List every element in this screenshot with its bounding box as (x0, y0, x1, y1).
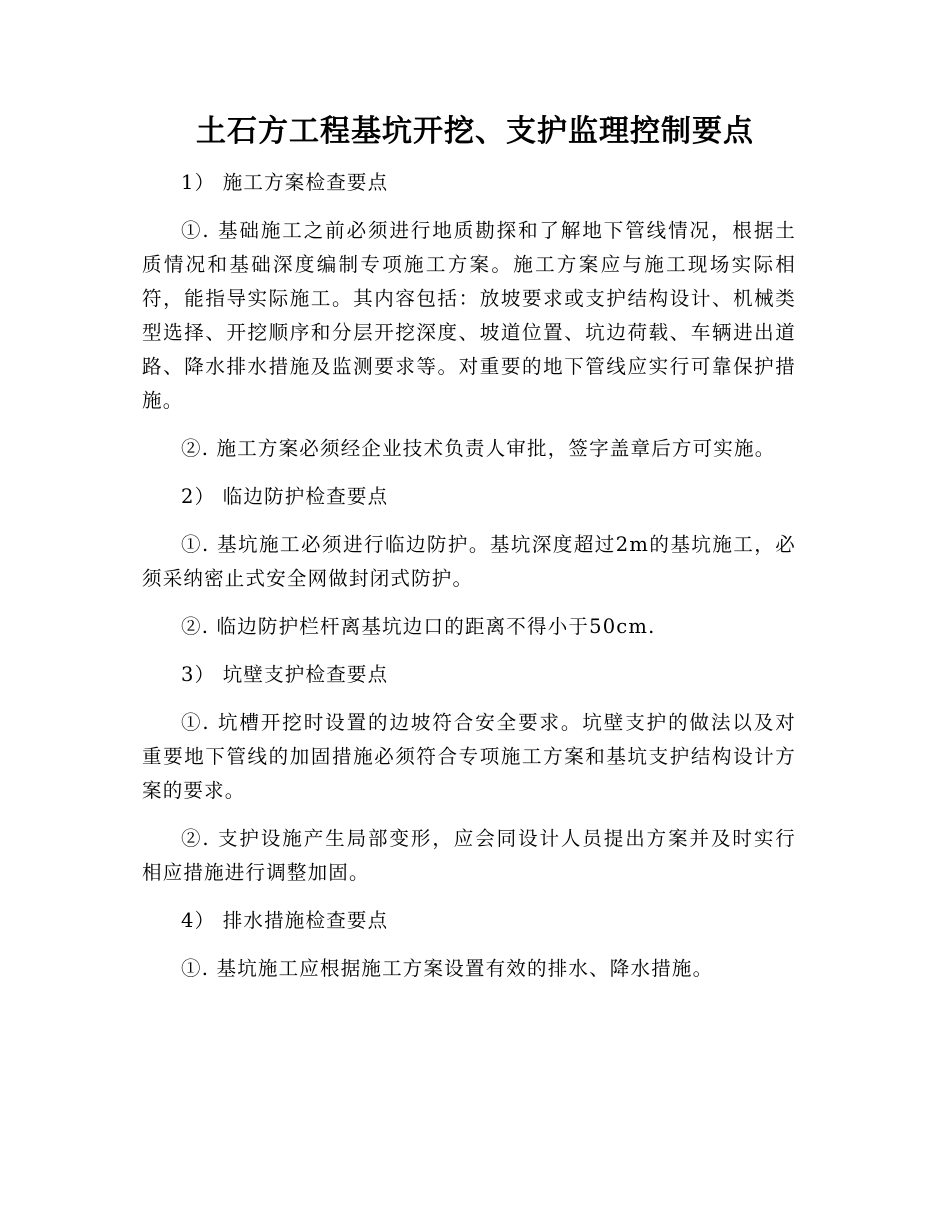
paragraph-edge-item-2: ②. 临边防护栏杆离基坑边口的距离不得小于50cm. (181, 615, 656, 638)
document-title: 土石方工程基坑开挖、支护监理控制要点 (196, 114, 754, 149)
paragraph-support-item-2: ②. 支护设施产生局部变形，应会同设计人员提出方案并及时实行相应措施进行调整加固。 (142, 827, 796, 884)
section-heading-drainage: 4） 排水措施检查要点 (181, 909, 389, 932)
document-body (142, 166, 796, 1000)
paragraph-plan-item-2: ②. 施工方案必须经企业技术负责人审批，签字盖章后方可实施。 (181, 437, 776, 460)
paragraph-plan-item-1: ①. 基础施工之前必须进行地质勘探和了解地下管线情况，根据土质情况和基础深度编制专项施工方案。施工方案应与施工现场实际相符，能指导实际施工。其内容包括：放坡要求或支护结构设计、机械类型选择、开挖顺序和分层开挖深度、坡道位置、坑边荷载、车辆进出道路、降水排水措施及监测要求等。对重要的地下管线应实行可靠保护措施。 (142, 219, 796, 412)
section-heading-pit-wall-support: 3） 坑壁支护检查要点 (181, 663, 389, 686)
paragraph-support-item-1: ①. 坑槽开挖时设置的边坡符合安全要求。坑壁支护的做法以及对重要地下管线的加固措施必须符合专项施工方案和基坑支护结构设计方案的要求。 (142, 711, 796, 802)
paragraph-drainage-item-1: ①. 基坑施工应根据施工方案设置有效的排水、降水措施。 (181, 957, 714, 980)
section-heading-edge-protection: 2） 临边防护检查要点 (181, 485, 389, 508)
paragraph-edge-item-1: ①. 基坑施工必须进行临边防护。基坑深度超过2m的基坑施工，必须采纳密止式安全网做封闭式防护。 (142, 533, 796, 590)
section-heading-construction-plan: 1） 施工方案检查要点 (181, 171, 389, 194)
